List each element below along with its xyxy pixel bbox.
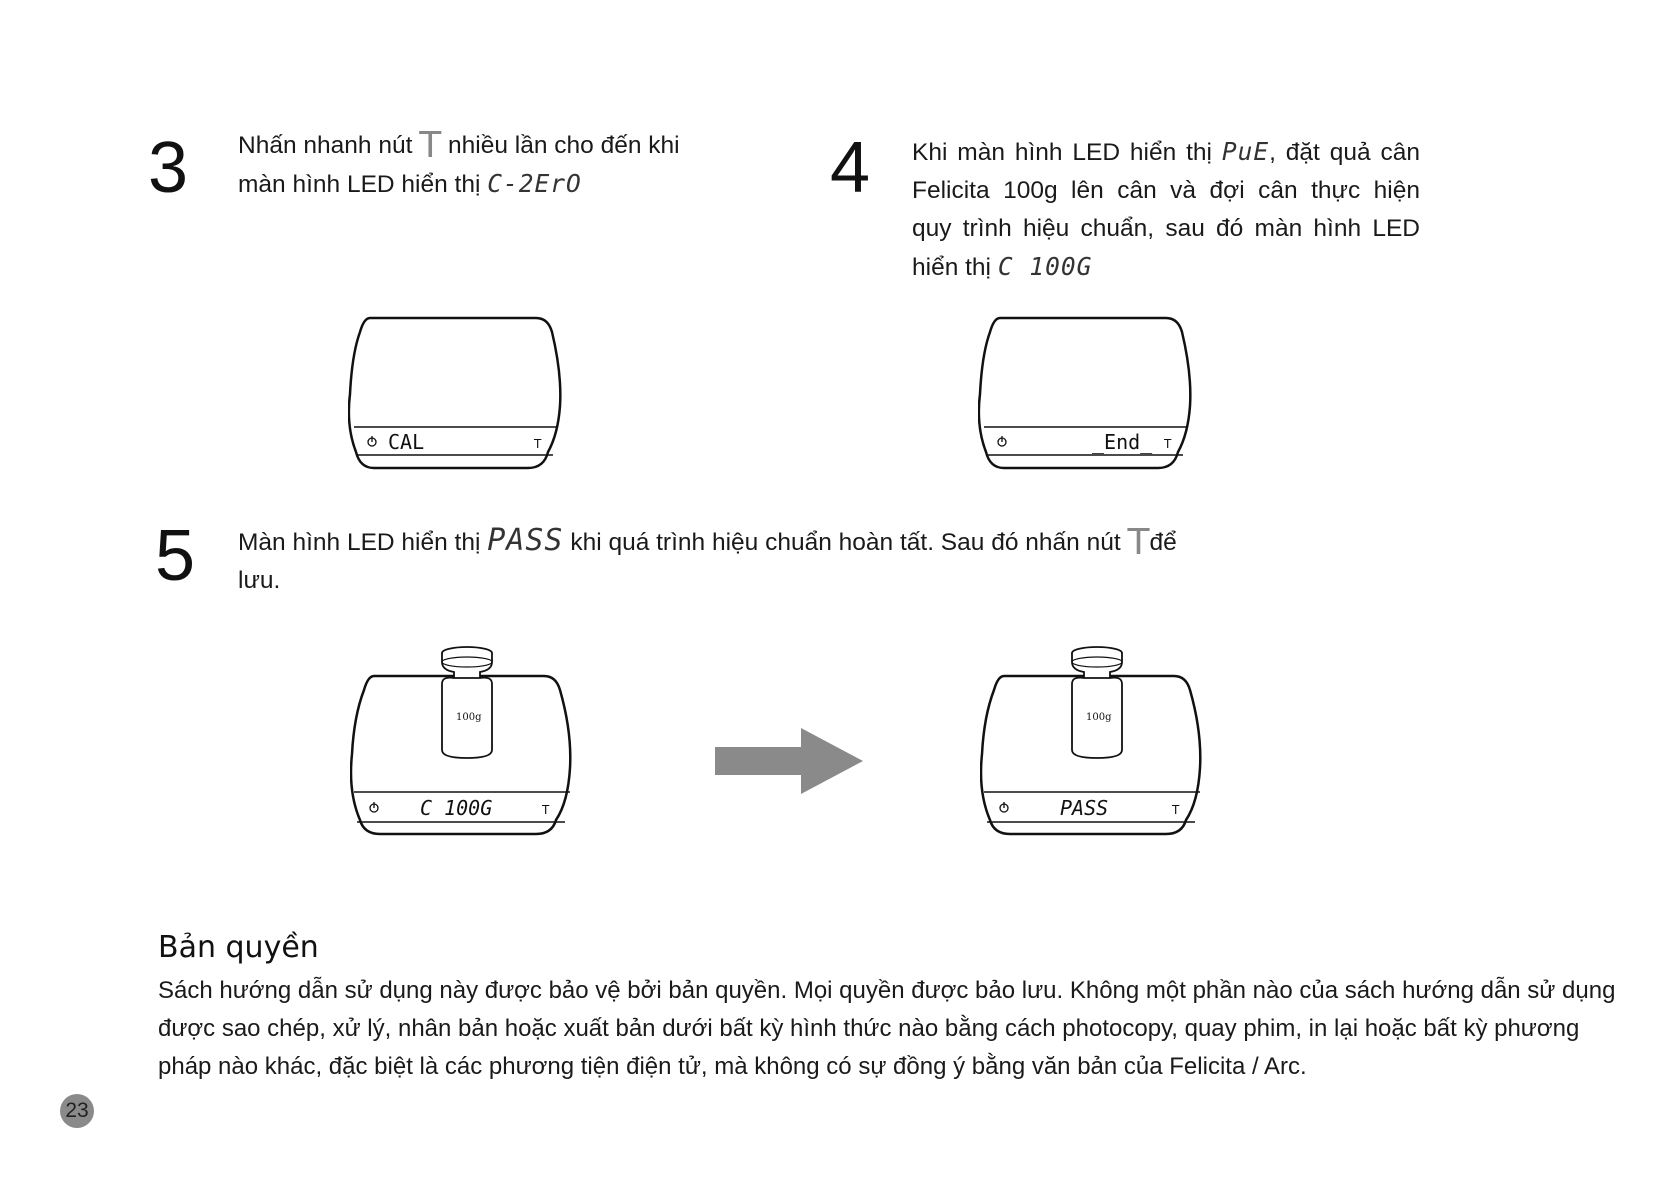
step-5-text-part: khi quá trình hiệu chuẩn hoàn tất. Sau đó nhấn nút — [570, 529, 1121, 556]
step-5-line-2: lưu. — [238, 567, 281, 594]
step-4-text-part: hiển thị — [912, 254, 992, 281]
weight-label: 100g — [456, 712, 482, 723]
scale-display-text: _End_ — [1092, 430, 1153, 454]
page-number-badge: 23 — [60, 1094, 94, 1128]
tare-label: T — [1164, 437, 1172, 451]
scale-display-text: CAL — [388, 430, 425, 454]
step-5-text-part: Màn hình LED hiển thị — [238, 529, 481, 556]
step-3-line-1 — [238, 127, 758, 165]
step-4-text-part: , đặt quả cân — [1269, 139, 1420, 166]
lcd-code-c-zero: C-2ErO — [487, 169, 582, 198]
calibration-weight-100g — [442, 647, 492, 758]
step-3-line-2 — [238, 165, 758, 204]
step-4-text-part: Khi màn hình LED hiển thị — [912, 139, 1212, 166]
weight-label: 100g — [1086, 712, 1112, 723]
scale-with-weight-after — [980, 642, 1206, 840]
tare-label: T — [1172, 803, 1180, 817]
scale-with-weight-before — [350, 642, 576, 840]
scale-display-text: PASS — [1060, 796, 1109, 820]
step-4-line-2: Felicita 100g lên cân và đợi cân thực hiện — [912, 177, 1420, 204]
lcd-code-pass: PASS — [487, 523, 564, 558]
copyright-body: Sách hướng dẫn sử dụng này được bảo vệ bởi bản quyền. Mọi quyền được bảo lưu. Không một phần nào của sách hướng dẫn sử dụng được sao chép, xử lý, nhân bản hoặc xuất bản dưới bất kỳ hình thức nào bằng cách photocopy, quay phim, in lại hoặc bất kỳ phương pháp nào khác, đặc biệt là các phương tiện điện tử, mà không có sự đồng ý bằng văn bản của Felicita / Arc. — [158, 977, 1616, 1080]
step-5-line-1 — [238, 522, 1238, 562]
scale-illustration-step-4 — [978, 314, 1194, 474]
copyright-title: Bản quyền — [158, 930, 319, 965]
step-3-text-part: màn hình LED hiển thị — [238, 171, 481, 198]
lcd-code-c100g: C 100G — [997, 252, 1093, 281]
lcd-code-put: PuE — [1221, 137, 1270, 166]
step-5-text-part: để — [1149, 529, 1177, 556]
step-4-line-1 — [912, 133, 1420, 172]
step-3-number: 3 — [148, 128, 189, 208]
calibration-weight-100g — [1072, 647, 1122, 758]
tare-button-icon: T — [419, 125, 442, 166]
step-4-line-4 — [912, 248, 1420, 287]
step-4-text — [912, 133, 1420, 287]
tare-label: T — [542, 803, 550, 817]
step-3-text-part: Nhấn nhanh nút — [238, 132, 413, 159]
tare-button-icon: T — [1127, 522, 1150, 563]
scale-illustration-step-3 — [348, 314, 564, 474]
right-arrow-icon — [715, 728, 863, 794]
step-5-number: 5 — [155, 516, 196, 596]
step-3-text-part: nhiều lần cho đến khi — [448, 132, 680, 159]
step-3-text — [238, 127, 758, 204]
step-4-number: 4 — [830, 128, 871, 208]
scale-display-text: C 100G — [420, 796, 493, 820]
step-5-text — [238, 522, 1238, 600]
step-4-line-3: quy trình hiệu chuẩn, sau đó màn hình LED — [912, 215, 1420, 242]
tare-label: T — [534, 437, 542, 451]
